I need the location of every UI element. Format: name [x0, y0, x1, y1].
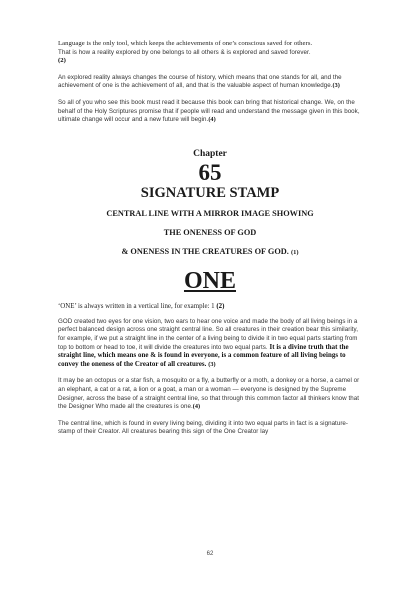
- reference-marker: (1): [290, 248, 299, 256]
- chapter-number: 65: [198, 159, 222, 185]
- intro-paragraph-3: [58, 99, 362, 125]
- intro-text: An explored reality always changes the course of history, which means that one stands for all, and the achievement of one is the achievement of all, and that is the valuable aspect of human knowledge.: [58, 73, 342, 90]
- chapter-subtitle-1: CENTRAL LINE WITH A MIRROR IMAGE SHOWING: [106, 208, 314, 218]
- intro-paragraph-1: [58, 40, 362, 66]
- chapter-title: SIGNATURE STAMP: [140, 184, 280, 201]
- subtitle-text: & ONENESS IN THE CREATURES OF GOD.: [121, 246, 289, 256]
- chapter-subtitle-2: THE ONENESS OF GOD: [163, 227, 257, 237]
- intro-text: Language is the only tool, which keeps the achievements of one’s conscious saved for others.: [58, 40, 313, 47]
- section-text: GOD created two eyes for one vision, two ears to hear one voice and made the body of all living beings in a perfect balanced design across one straight central line. So all creatures in their creation bear this similarity, for example, if we put a straight line in the center of a living being to divide it in two equal parts starting from top to bottom or head to toe, it will divide the creatures into two equal parts.: [58, 317, 358, 351]
- chapter-subtitle-3: [58, 247, 362, 258]
- reference-marker: (4): [192, 403, 201, 411]
- section-text: It may be an octopus or a star fish, a mosquito or a fly, a butterfly or a moth, a donkey or a horse, a camel or an elephant, a cat or a rat, a lion or a goat, a man or a woman — everyone is designed by the Supreme Designer, across the base of a straight central line, so that through this common factor all thinkers know that the Designer Who made all the creatures is one.: [58, 377, 360, 411]
- section-intro-line: [58, 303, 362, 310]
- section-paragraph-4: [58, 420, 362, 437]
- section-text: The central line, which is found in every living being, dividing it into two equal parts in fact is a signature-stamp of their Creator. All creatures bearing this sign of the One Creator lay: [58, 419, 349, 436]
- reference-marker: (3): [332, 82, 340, 90]
- reference-marker: (3): [208, 360, 216, 368]
- section-paragraph-2: [58, 318, 362, 370]
- section-bold-text: It is a divine truth that the straight line, which means one & is found in everyone, is a common feature of all living beings to convey the oneness of the Creator of all creatures.: [58, 343, 349, 368]
- chapter-label: Chapter: [193, 148, 227, 159]
- section-text: ‘ONE’ is always written in a vertical line, for example: 1: [58, 302, 215, 310]
- reference-marker: (2): [58, 57, 66, 65]
- section-heading: ONE: [183, 267, 236, 294]
- intro-paragraph-2: [58, 74, 362, 91]
- section-paragraph-3: [58, 377, 362, 411]
- intro-text: That is how a reality explored by one belongs to all others & is explored and saved forever.: [58, 48, 311, 56]
- page-number: 62: [206, 551, 214, 557]
- reference-marker: (2): [216, 302, 225, 310]
- reference-marker: (4): [208, 116, 216, 124]
- intro-text: So all of you who see this book must read it because this book can bring that historical change. We, on the behalf of the Holy Scriptures promise that if people will read and understand the message given in this book, ultimate change will occur and a new future will begin.: [58, 98, 360, 124]
